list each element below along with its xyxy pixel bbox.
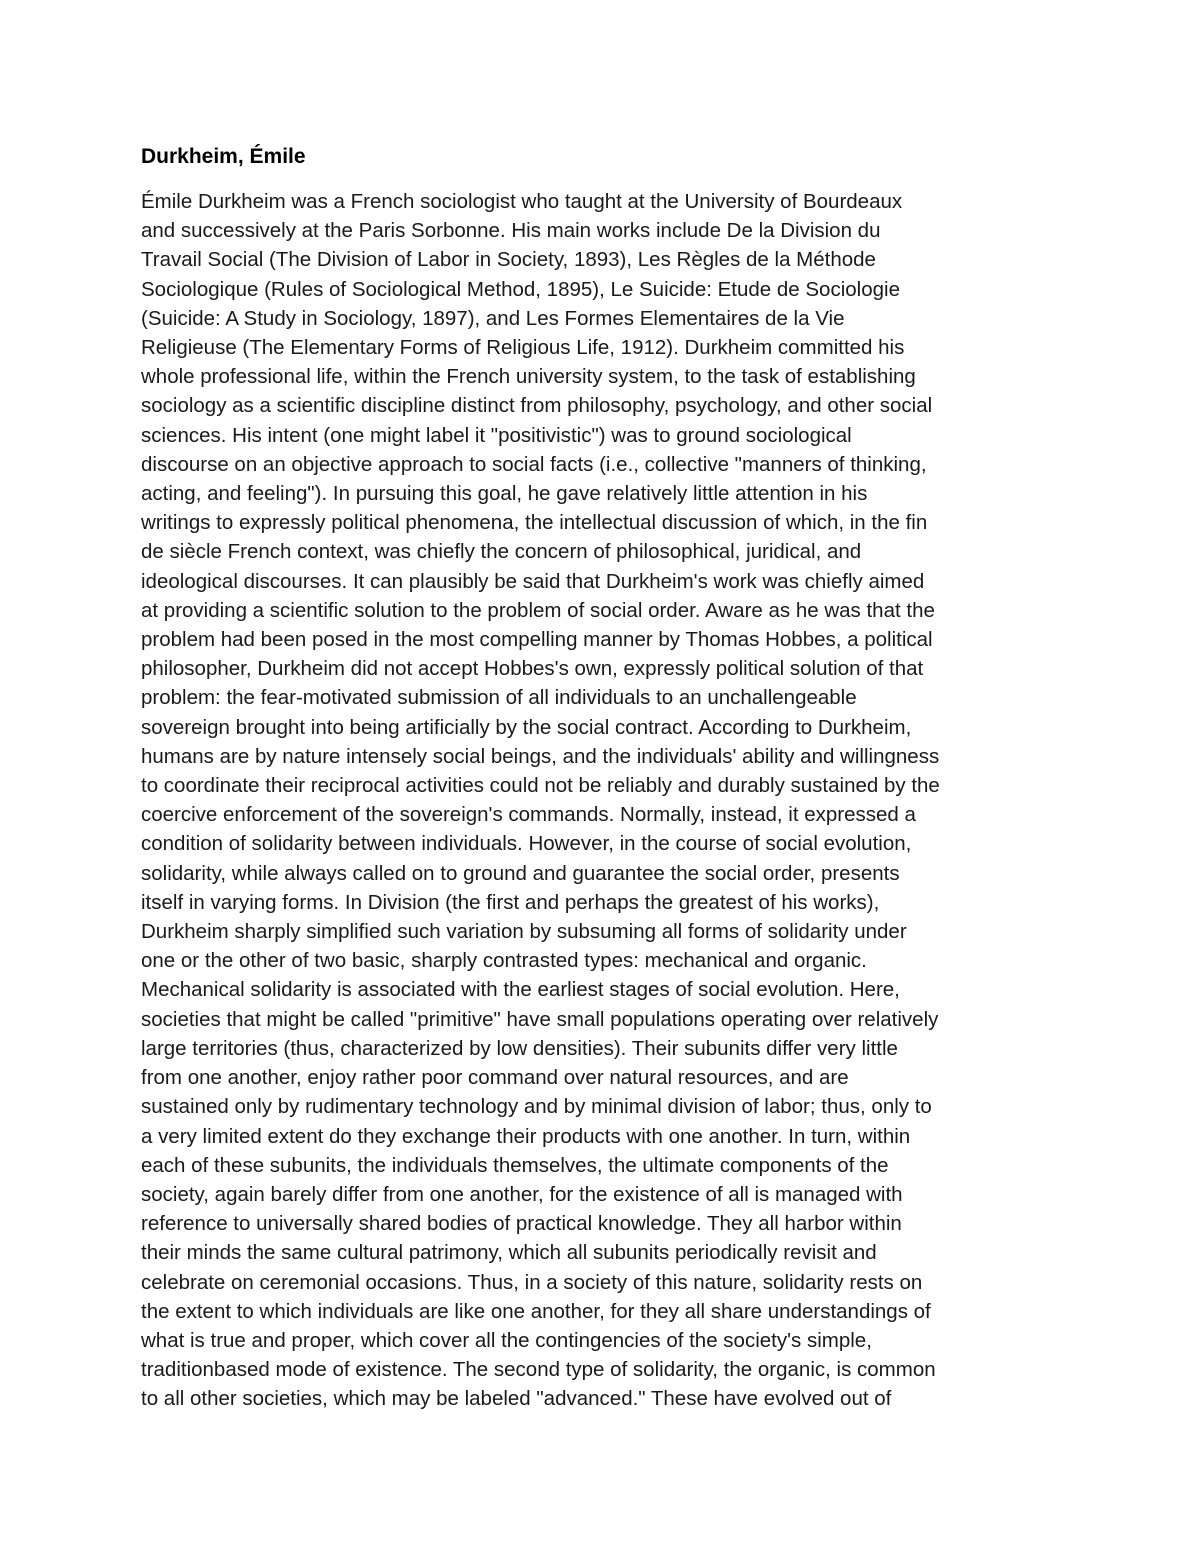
body-text-line: problem had been posed in the most compelling manner by Thomas Hobbes, a political	[141, 628, 933, 652]
body-text-line: each of these subunits, the individuals themselves, the ultimate components of the	[141, 1153, 889, 1177]
body-text-line: philosopher, Durkheim did not accept Hobbes's own, expressly political solution of that	[141, 657, 924, 681]
body-text-line: a very limited extent do they exchange their products with one another. In turn, within	[141, 1124, 911, 1148]
body-text-line: humans are by nature intensely social beings, and the individuals' ability and willingness	[141, 744, 940, 768]
body-text-line: problem: the fear-motivated submission of all individuals to an unchallengeable	[141, 686, 857, 710]
body-text-line: writings to expressly political phenomena, the intellectual discussion of which, in the fin	[141, 511, 928, 535]
body-text-line: sustained only by rudimentary technology and by minimal division of labor; thus, only to	[141, 1095, 932, 1119]
body-text-line: their minds the same cultural patrimony, which all subunits periodically revisit and	[141, 1241, 877, 1265]
body-text-line: sciences. His intent (one might label it "positivistic") was to ground sociological	[141, 423, 852, 447]
body-text-line: at providing a scientific solution to the problem of social order. Aware as he was that the	[141, 598, 935, 622]
body-text-line: condition of solidarity between individuals. However, in the course of social evolution,	[141, 832, 912, 856]
body-text-line: sociology as a scientific discipline distinct from philosophy, psychology, and other social	[141, 394, 933, 418]
body-text-line: Travail Social (The Division of Labor in Society, 1893), Les Règles de la Méthode	[141, 248, 876, 272]
body-text-line: the extent to which individuals are like one another, for they all share understandings of	[141, 1299, 931, 1323]
body-text-line: (Suicide: A Study in Sociology, 1897), and Les Formes Elementaires de la Vie	[141, 306, 845, 330]
body-text-line: de siècle French context, was chiefly the concern of philosophical, juridical, and	[141, 540, 862, 564]
body-text-line: coercive enforcement of the sovereign's commands. Normally, instead, it expressed a	[141, 803, 916, 827]
body-text-line: what is true and proper, which cover all the contingencies of the society's simple,	[141, 1328, 872, 1352]
document-title: Durkheim, Émile	[141, 145, 306, 168]
body-text-line: to all other societies, which may be labeled "advanced." These have evolved out of	[141, 1387, 892, 1411]
body-text-line: Sociologique (Rules of Sociological Method, 1895), Le Suicide: Etude de Sociologie	[141, 277, 900, 301]
body-text-line: societies that might be called "primitive" have small populations operating over relatively	[141, 1007, 939, 1031]
body-text-line: solidarity, while always called on to ground and guarantee the social order, presents	[141, 861, 900, 885]
body-text-line: discourse on an objective approach to social facts (i.e., collective "manners of thinking,	[141, 452, 927, 476]
body-text-line: sovereign brought into being artificially by the social contract. According to Durkheim,	[141, 715, 912, 739]
body-text-line: society, again barely differ from one another, for the existence of all is managed with	[141, 1182, 903, 1206]
body-text-line: acting, and feeling"). In pursuing this goal, he gave relatively little attention in his	[141, 482, 868, 506]
body-text-line: Émile Durkheim was a French sociologist who taught at the University of Bourdeaux	[141, 190, 903, 213]
body-text-line: to coordinate their reciprocal activities could not be reliably and durably sustained by the	[141, 774, 940, 798]
body-text-line: ideological discourses. It can plausibly be said that Durkheim's work was chiefly aimed	[141, 569, 925, 593]
body-text-line: whole professional life, within the French university system, to the task of establishing	[141, 365, 916, 389]
body-text-line: and successively at the Paris Sorbonne. His main works include De la Division du	[141, 219, 881, 243]
body-text-line: Durkheim sharply simplified such variation by subsuming all forms of solidarity under	[141, 920, 907, 944]
document-body	[141, 187, 940, 1414]
body-text-line: one or the other of two basic, sharply contrasted types: mechanical and organic.	[141, 949, 867, 973]
body-text-line: itself in varying forms. In Division (the first and perhaps the greatest of his works),	[141, 890, 880, 914]
body-text-line: Mechanical solidarity is associated with the earliest stages of social evolution. Here,	[141, 978, 900, 1002]
body-text-line: celebrate on ceremonial occasions. Thus, in a society of this nature, solidarity rests on	[141, 1270, 923, 1294]
body-text-line: traditionbased mode of existence. The second type of solidarity, the organic, is common	[141, 1358, 936, 1382]
body-text-line: Religieuse (The Elementary Forms of Religious Life, 1912). Durkheim committed his	[141, 336, 905, 360]
body-text-line: from one another, enjoy rather poor command over natural resources, and are	[141, 1066, 849, 1090]
body-text-line: large territories (thus, characterized by low densities). Their subunits differ very little	[141, 1036, 898, 1060]
body-text-line: reference to universally shared bodies of practical knowledge. They all harbor within	[141, 1212, 902, 1236]
